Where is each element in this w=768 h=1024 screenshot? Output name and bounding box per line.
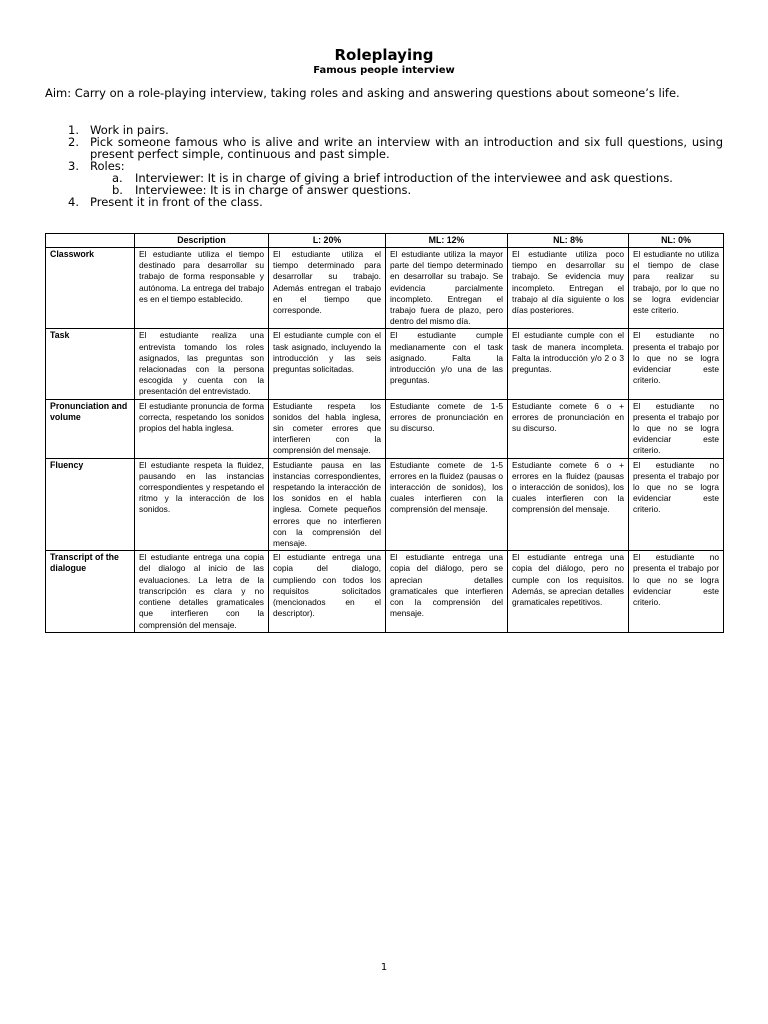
criterion-name: Task xyxy=(46,329,135,399)
rubric-cell: El estudiante cumple con el task asignado, incluyendo la introducción y las seis preguntas solicitadas. xyxy=(269,329,386,399)
rubric-cell: El estudiante no presenta el trabajo por lo que no se logra evidenciar este criterio. xyxy=(629,399,724,458)
rubric-cell: El estudiante respeta la fluidez, pausando en las instancias correspondientes y respetando el ritmo y la interacción de los sonidos. xyxy=(135,458,269,551)
rubric-cell: El estudiante entrega una copia del diálogo, pero no cumple con los requisitos. Además, se aprecian detalles gramaticales repetitivos. xyxy=(508,551,629,632)
instruction-text: Work in pairs. xyxy=(90,123,169,137)
instruction-number: 3. xyxy=(68,159,79,173)
instruction-number: 1. xyxy=(68,123,79,137)
rubric-cell: El estudiante entrega una copia del dialogo al inicio de las evaluaciones. La letra de la transcripción es clara y no contiene detalles gramaticales que interfieren con la comprensión del mensaje. xyxy=(135,551,269,632)
criterion-name: Pronunciation and volume xyxy=(46,399,135,458)
page-number: 1 xyxy=(380,962,388,973)
rubric-cell: El estudiante no utiliza el tiempo de clase para realizar su trabajo, por lo que no se logra evidenciar este criterio. xyxy=(629,248,724,329)
rubric-cell: El estudiante pronuncia de forma correcta, respetando los sonidos propios del habla inglesa. xyxy=(135,399,269,458)
rubric-cell: El estudiante entrega una copia del dialogo, cumpliendo con todos los requisitos solicitados (mencionados en el descriptor). xyxy=(269,551,386,632)
page-subtitle: Famous people interview xyxy=(313,65,455,76)
role-letter: a. xyxy=(112,171,123,185)
rubric-cell: Estudiante pausa en las instancias correspondientes, respetando la interacción de los sonidos en el habla inglesa. Comete pequeños errores que no interfieren con la comprensión del mensaje. xyxy=(269,458,386,551)
rubric-cell: El estudiante cumple medianamente con el task asignado. Falta la introducción y/o una de las preguntas. xyxy=(386,329,508,399)
rubric-cell: El estudiante no presenta el trabajo por lo que no se logra evidenciar este criterio. xyxy=(629,458,724,551)
table-row xyxy=(46,399,724,458)
instruction-number: 2. xyxy=(68,135,79,149)
rubric-header-description: Description xyxy=(135,234,269,248)
rubric-cell: El estudiante no presenta el trabajo por lo que no se logra evidenciar este criterio. xyxy=(629,551,724,632)
instruction-text: Pick someone famous who is alive and write an interview with an introduction and six full questions, using present perfect simple, continuous and past simple. xyxy=(90,135,723,161)
rubric-cell: El estudiante cumple con el task de manera incompleta. Falta la introducción y/o 2 o 3 preguntas. xyxy=(508,329,629,399)
aim-paragraph: Aim: Carry on a role-playing interview, taking roles and asking and answering questions about someone’s life. xyxy=(45,86,680,100)
role-text: Interviewer: It is in charge of giving a brief introduction of the interviewee and ask questions. xyxy=(135,171,673,185)
rubric-cell: El estudiante entrega una copia del diálogo, pero se aprecian detalles gramaticales que interfieren con la comprensión del mensaje. xyxy=(386,551,508,632)
rubric-cell: El estudiante utiliza el tiempo destinado para desarrollar su trabajo de forma responsable y autónoma. La entrega del trabajo es en el tiempo establecido. xyxy=(135,248,269,329)
instructions-list xyxy=(45,124,723,208)
rubric-header-level: ML: 12% xyxy=(386,234,508,248)
rubric-cell: El estudiante no presenta el trabajo por lo que no se logra evidenciar este criterio. xyxy=(629,329,724,399)
instruction-item xyxy=(45,160,723,196)
rubric-header-level: NL: 8% xyxy=(508,234,629,248)
table-row xyxy=(46,551,724,632)
rubric-cell: Estudiante comete de 1-5 errores de pronunciación en su discurso. xyxy=(386,399,508,458)
criterion-name: Transcript of the dialogue xyxy=(46,551,135,632)
page-title: Roleplaying xyxy=(334,46,434,64)
instruction-text: Roles: xyxy=(90,159,125,173)
table-row xyxy=(46,458,724,551)
role-text: Interviewee: It is in charge of answer questions. xyxy=(135,183,412,197)
rubric-cell: Estudiante comete 6 o + errores en la fluidez (pausas o interacción de sonidos), los cuales interfieren con la comprensión del mensaje. xyxy=(508,458,629,551)
instruction-text: Present it in front of the class. xyxy=(90,195,263,209)
roles-list xyxy=(90,172,723,196)
rubric-cell: El estudiante utiliza la mayor parte del tiempo determinado en desarrollar su trabajo. Se evidencia parcialmente incompleto. Entregan el trabajo fuera de plazo, pero dentro del mismo día. xyxy=(386,248,508,329)
rubric-header-level: L: 20% xyxy=(269,234,386,248)
rubric-header-criterion xyxy=(46,234,135,248)
rubric-cell: Estudiante respeta los sonidos del habla inglesa, sin cometer errores que interfieren con la comprensión del mensaje. xyxy=(269,399,386,458)
rubric-cell: El estudiante realiza una entrevista tomando los roles asignados, las preguntas son relacionadas con la persona escogida y cuenta con la presentación del entrevistado. xyxy=(135,329,269,399)
instruction-item xyxy=(45,196,723,208)
rubric-cell: El estudiante utiliza el tiempo determinado para desarrollar su trabajo. Además entregan el trabajo en el tiempo que corresponde. xyxy=(269,248,386,329)
criterion-name: Fluency xyxy=(46,458,135,551)
rubric-header-row xyxy=(46,234,724,248)
rubric-header-level: NL: 0% xyxy=(629,234,724,248)
role-letter: b. xyxy=(112,183,123,197)
instruction-number: 4. xyxy=(68,195,79,209)
rubric-table xyxy=(45,233,724,633)
criterion-name: Classwork xyxy=(46,248,135,329)
rubric-cell: Estudiante comete 6 o + errores de pronunciación en su discurso. xyxy=(508,399,629,458)
table-row xyxy=(46,248,724,329)
rubric-cell: El estudiante utiliza poco tiempo en desarrollar su trabajo. Se evidencia muy incompleto. Entregan el trabajo al día siguiente o los días posteriores. xyxy=(508,248,629,329)
instruction-item xyxy=(45,136,723,160)
table-row xyxy=(46,329,724,399)
rubric-cell: Estudiante comete de 1-5 errores en la fluidez (pausas o interacción de sonidos), los cuales interfieren con la comprensión del mensaje. xyxy=(386,458,508,551)
